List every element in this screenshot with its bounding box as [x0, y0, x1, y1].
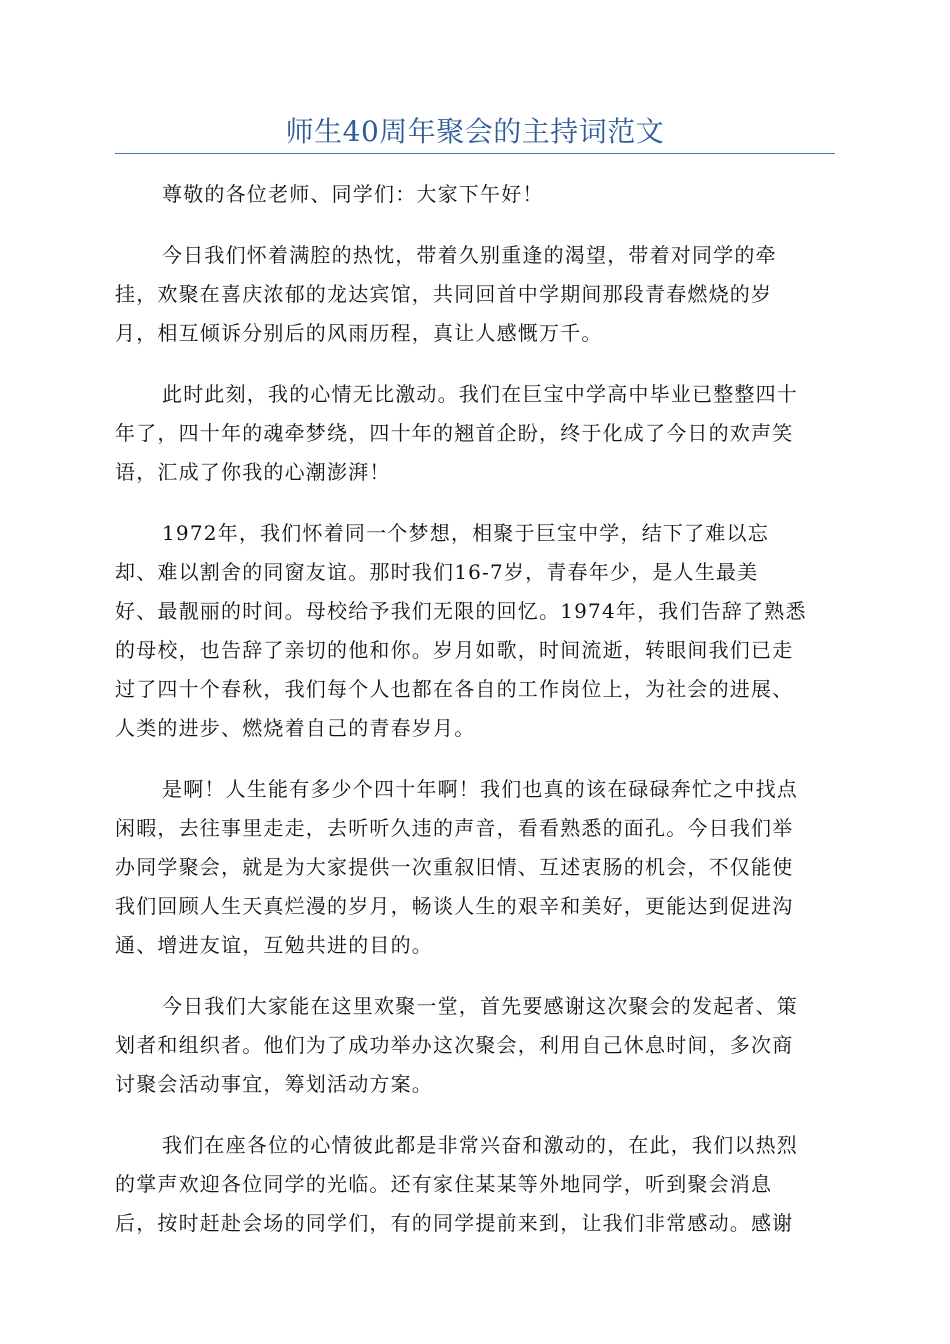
paragraph-line: 闲暇，去往事里走走，去听听久违的声音，看看熟悉的面孔。今日我们举 [115, 816, 794, 840]
paragraph-line: 是啊！人生能有多少个四十年啊！我们也真的该在碌碌奔忙之中找点 [162, 777, 798, 801]
paragraph-history [115, 514, 835, 748]
paragraph-reflection [115, 770, 835, 965]
paragraph-line: 的掌声欢迎各位同学的光临。还有家住某某等外地同学，听到聚会消息 [115, 1172, 773, 1196]
paragraph-line: 后，按时赶赴会场的同学们，有的同学提前来到，让我们非常感动。感谢 [115, 1211, 794, 1235]
paragraph-line: 月，相互倾诉分别后的风雨历程，真让人感慨万千。 [115, 321, 603, 345]
document-body [115, 175, 835, 1265]
paragraph-line: 挂，欢聚在喜庆浓郁的龙达宾馆，共同回首中学期间那段青春燃烧的岁 [115, 282, 773, 306]
paragraph-line: 今日我们怀着满腔的热忱，带着久别重逢的渴望，带着对同学的牵 [162, 243, 777, 267]
paragraph-line: 1972年，我们怀着同一个梦想，相聚于巨宝中学，结下了难以忘 [162, 521, 769, 545]
paragraph-line: 好、最靓丽的时间。母校给予我们无限的回忆。1974年，我们告辞了熟悉 [115, 599, 807, 623]
paragraph-line: 却、难以割舍的同窗友谊。那时我们16-7岁，青春年少，是人生最美 [115, 560, 759, 584]
paragraph-line: 我们在座各位的心情彼此都是非常兴奋和激动的，在此，我们以热烈 [162, 1133, 798, 1157]
paragraph-emotion [115, 375, 835, 492]
paragraph-line: 尊敬的各位老师、同学们：大家下午好！ [162, 182, 544, 206]
paragraph-line: 办同学聚会，就是为大家提供一次重叙旧情、互述衷肠的机会，不仅能使 [115, 855, 794, 879]
paragraph-greeting [115, 175, 835, 214]
paragraph-line: 讨聚会活动事宜，筹划活动方案。 [115, 1072, 433, 1096]
paragraph-line: 语，汇成了你我的心潮澎湃！ [115, 460, 391, 484]
title-underline [115, 153, 835, 154]
paragraph-line: 今日我们大家能在这里欢聚一堂，首先要感谢这次聚会的发起者、策 [162, 994, 798, 1018]
paragraph-line: 我们回顾人生天真烂漫的岁月，畅谈人生的艰辛和美好，更能达到促进沟 [115, 894, 794, 918]
paragraph-line: 人类的进步、燃烧着自己的青春岁月。 [115, 716, 476, 740]
paragraph-line: 的母校，也告辞了亲切的他和你。岁月如歌，时间流逝，转眼间我们已走 [115, 638, 794, 662]
paragraph-line: 此时此刻，我的心情无比激动。我们在巨宝中学高中毕业已整整四十 [162, 382, 798, 406]
paragraph-line: 通、增进友谊，互勉共进的目的。 [115, 933, 433, 957]
document-title: 师生40周年聚会的主持词范文 [285, 115, 665, 148]
paragraph-thanks-organizers [115, 987, 835, 1104]
paragraph-opening [115, 236, 835, 353]
paragraph-line: 划者和组织者。他们为了成功举办这次聚会，利用自己休息时间，多次商 [115, 1033, 794, 1057]
paragraph-welcome [115, 1126, 835, 1243]
paragraph-line: 年了，四十年的魂牵梦绕，四十年的翘首企盼，终于化成了今日的欢声笑 [115, 421, 794, 445]
paragraph-line: 过了四十个春秋，我们每个人也都在各自的工作岗位上，为社会的进展、 [115, 677, 794, 701]
